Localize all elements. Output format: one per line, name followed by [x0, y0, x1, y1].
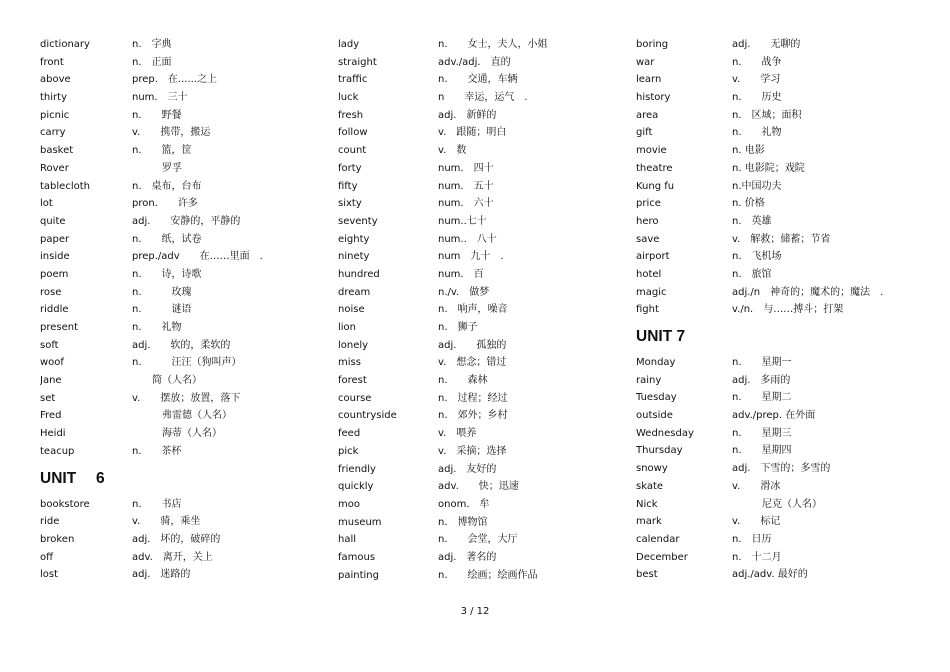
vocab-meaning: adj. 无聊的 [732, 39, 801, 50]
vocab-word: moo [338, 498, 360, 510]
vocab-word: front [40, 56, 64, 68]
vocab-meaning: n. 星期四 [732, 445, 792, 457]
vocab-entry [338, 142, 618, 160]
vocab-entry [338, 337, 618, 355]
vocab-entry [636, 195, 916, 213]
vocab-word: Rover [40, 162, 69, 174]
vocab-column-3 [636, 36, 916, 584]
vocab-meaning: n. 茶杯 [132, 445, 182, 457]
vocab-entry [40, 496, 320, 514]
vocab-meaning: n. 英雄 [732, 215, 772, 227]
vocab-entry [338, 443, 618, 461]
vocab-meaning: n. 纸，试卷 [132, 233, 202, 245]
vocab-meaning: 弗雷德（人名） [132, 410, 232, 422]
vocab-entry [40, 284, 320, 302]
vocab-entry [636, 160, 916, 178]
vocab-meaning: num 九十 . [438, 251, 504, 263]
vocab-entry [338, 319, 618, 337]
vocab-word: riddle [40, 304, 69, 316]
vocab-entry [40, 248, 320, 266]
vocab-word: quickly [338, 481, 374, 493]
vocab-meaning: n. 博物馆 [438, 516, 488, 528]
vocab-meaning: n 幸运，运气 . [438, 92, 528, 104]
vocab-meaning: v./n. 与……搏斗；打架 [732, 304, 844, 316]
vocab-entry [338, 71, 618, 89]
vocab-entry [636, 178, 916, 196]
vocab-meaning: n. 郊外；乡村 [438, 410, 508, 422]
vocab-meaning: v. 携带，搬运 [132, 127, 211, 139]
vocab-entry [338, 284, 618, 302]
vocab-meaning: n. 日历 [732, 533, 772, 545]
vocab-entry [636, 284, 916, 302]
vocab-meaning: num. 四十 [438, 162, 494, 174]
vocab-column-1 [40, 36, 320, 584]
vocab-word: Thursday [636, 445, 683, 457]
vocab-entry [338, 195, 618, 213]
vocab-word: lonely [338, 339, 369, 351]
vocab-word: soft [40, 339, 59, 351]
vocab-word: learn [636, 74, 662, 86]
vocab-entry [636, 248, 916, 266]
vocab-meaning: adj. 新鲜的 [438, 109, 497, 121]
vocab-word: painting [338, 569, 379, 581]
vocab-word: rose [40, 286, 62, 298]
vocab-meaning: 尼克（人名） [732, 498, 822, 510]
vocab-word: count [338, 145, 367, 157]
vocab-word: friendly [338, 463, 376, 475]
vocab-meaning: num. 五十 [438, 180, 494, 192]
vocab-meaning: n. 电影院；戏院 [732, 162, 805, 174]
vocab-word: sixty [338, 198, 362, 210]
vocab-word: Kung fu [636, 180, 675, 192]
vocab-word: tablecloth [40, 180, 90, 192]
vocab-meaning: v. 喂养 [438, 428, 477, 440]
vocab-word: ninety [338, 251, 370, 263]
vocab-entry [636, 496, 916, 514]
vocab-meaning: n. 星期二 [732, 392, 792, 404]
vocab-entry [338, 514, 618, 532]
vocab-meaning: num.. 八十 [438, 233, 497, 245]
vocab-meaning: adj./adv. 最好的 [732, 569, 808, 581]
vocab-word: hotel [636, 268, 662, 280]
vocab-meaning: n.中国功夫 [732, 180, 782, 192]
vocab-entry [40, 142, 320, 160]
vocab-word: price [636, 198, 661, 210]
vocab-entry [40, 231, 320, 249]
vocab-word: theatre [636, 162, 673, 174]
vocab-meaning: adv. 离开，关上 [132, 551, 213, 563]
vocab-entry [338, 425, 618, 443]
vocab-meaning: adj. 友好的 [438, 463, 497, 475]
vocab-meaning: adj. 下雪的；多雪的 [732, 463, 831, 475]
vocab-word: skate [636, 480, 664, 492]
vocab-word: follow [338, 127, 368, 139]
vocab-meaning: prep./adv 在……里面 . [132, 251, 263, 263]
vocab-meaning: num. 百 [438, 268, 484, 280]
vocab-word: movie [636, 145, 667, 157]
vocab-word: seventy [338, 215, 378, 227]
vocab-word: paper [40, 233, 70, 245]
vocab-word: forty [338, 162, 362, 174]
vocab-meaning: n. 十二月 [732, 551, 782, 563]
vocab-entry [338, 54, 618, 72]
vocab-meaning: adj./n 神奇的；魔术的；魔法 . [732, 286, 884, 298]
vocab-word: woof [40, 357, 64, 369]
vocab-word: pick [338, 445, 359, 457]
vocab-meaning: n. 会堂，大厅 [438, 534, 518, 546]
vocab-word: famous [338, 551, 376, 563]
vocab-meaning: v. 采摘；选择 [438, 445, 507, 457]
unit-heading: UNIT 6 [40, 469, 105, 487]
vocab-meaning: n. 篮，筐 [132, 145, 192, 157]
vocab-entry [338, 478, 618, 496]
vocab-word: Monday [636, 357, 676, 368]
vocab-meaning: n. 星期三 [732, 427, 792, 439]
vocab-meaning: adj. 多雨的 [732, 374, 791, 386]
vocab-entry [636, 213, 916, 231]
vocab-word: Jane [40, 375, 62, 387]
vocab-word: off [40, 551, 54, 563]
vocab-entry [40, 195, 320, 213]
vocab-word: countryside [338, 410, 397, 422]
vocab-entry [338, 160, 618, 178]
vocab-meaning: prep. 在......之上 [132, 74, 217, 86]
vocab-entry [636, 124, 916, 142]
vocab-meaning: adj. 软的，柔软的 [132, 339, 231, 351]
vocab-word: snowy [636, 463, 668, 475]
vocab-meaning: adj. 迷路的 [132, 569, 191, 581]
vocab-entry [40, 549, 320, 567]
vocab-meaning: adj. 著名的 [438, 551, 497, 563]
vocab-meaning: adv./adj. 直的 [438, 56, 511, 68]
vocab-meaning: n. 区域；面积 [732, 109, 802, 121]
vocab-word: Wednesday [636, 427, 694, 439]
vocab-word: hundred [338, 268, 380, 280]
vocab-meaning: v. 滑冰 [732, 480, 781, 492]
vocab-entry [338, 178, 618, 196]
vocab-entry [40, 71, 320, 89]
vocab-entry [636, 142, 916, 160]
vocab-word: noise [338, 304, 365, 316]
vocab-entry [636, 460, 916, 478]
vocab-word: hall [338, 534, 357, 546]
vocab-meaning: n. 字典 [132, 39, 172, 50]
vocab-meaning: n. 野餐 [132, 109, 182, 121]
vocab-entry [636, 372, 916, 390]
vocab-entry [338, 213, 618, 231]
vocab-entry [40, 513, 320, 531]
vocab-meaning: num..七十 [438, 215, 487, 227]
vocab-column-2 [338, 36, 618, 584]
vocab-word: forest [338, 375, 367, 387]
vocab-entry [40, 425, 320, 443]
vocab-word: outside [636, 410, 673, 422]
vocab-meaning: n. 汪汪（狗叫声） [132, 357, 242, 369]
vocab-entry [338, 124, 618, 142]
vocab-word: calendar [636, 533, 680, 545]
vocab-entry [40, 160, 320, 178]
vocab-meaning: 罗孚 [132, 162, 182, 174]
vocab-word: Heidi [40, 428, 66, 440]
vocab-entry [40, 390, 320, 408]
vocab-entry [636, 266, 916, 284]
page-number: 3 / 12 [460, 606, 490, 617]
vocab-entry [40, 213, 320, 231]
vocab-entry [40, 36, 320, 54]
vocab-meaning: adv. 快；迅速 [438, 481, 519, 493]
vocab-meaning: n. 谜语 [132, 304, 192, 316]
vocab-meaning: n. 森林 [438, 375, 488, 387]
vocab-word: basket [40, 145, 74, 157]
vocab-word: above [40, 74, 71, 86]
vocab-word: war [636, 56, 655, 68]
vocab-word: save [636, 233, 660, 245]
vocab-entry [338, 354, 618, 372]
vocab-meaning: adj. 孤独的 [438, 339, 507, 351]
vocab-word: museum [338, 516, 382, 528]
vocab-meaning: pron. 许多 [132, 198, 198, 210]
vocab-entry [338, 549, 618, 567]
vocab-meaning: 海蒂（人名） [132, 428, 222, 440]
vocab-entry [636, 549, 916, 567]
vocab-entry [338, 407, 618, 425]
vocab-word: fresh [338, 109, 364, 121]
vocab-entry [338, 231, 618, 249]
vocab-entry [636, 478, 916, 496]
vocab-word: fight [636, 304, 659, 316]
vocab-word: rainy [636, 374, 662, 386]
vocab-meaning: onom. 牟 [438, 498, 490, 510]
vocab-word: poem [40, 268, 69, 280]
vocab-meaning: v. 数 [438, 145, 467, 157]
vocab-entry [40, 407, 320, 425]
vocab-meaning: n. 战争 [732, 56, 782, 68]
vocab-meaning: adj. 安静的，平静的 [132, 215, 241, 227]
vocab-entry [636, 566, 916, 584]
vocab-meaning: v. 跟随；明白 [438, 127, 507, 139]
vocab-meaning: adv./prep. 在外面 [732, 410, 816, 422]
vocab-entry [636, 407, 916, 425]
vocab-meaning: v. 想念；错过 [438, 357, 507, 369]
vocab-word: bookstore [40, 498, 90, 510]
vocab-entry [40, 301, 320, 319]
vocab-meaning: n. 过程；经过 [438, 392, 508, 404]
vocab-entry [40, 89, 320, 107]
vocab-word: teacup [40, 445, 75, 457]
vocab-meaning: n. 桌布，台布 [132, 180, 202, 192]
vocab-meaning: n. 交通，车辆 [438, 74, 518, 86]
vocab-meaning: v. 骑，乘坐 [132, 516, 201, 528]
vocab-entry [636, 531, 916, 549]
vocab-meaning: num. 三十 [132, 92, 188, 104]
vocab-meaning: n. 星期一 [732, 357, 792, 368]
vocab-meaning: n. 玫瑰 [132, 286, 192, 298]
vocab-meaning: n. 正面 [132, 56, 172, 68]
vocab-word: feed [338, 428, 361, 440]
vocab-entry [40, 54, 320, 72]
vocab-meaning: n. 女士，夫人，小姐 [438, 39, 548, 50]
vocab-word: hero [636, 215, 659, 227]
vocab-word: lot [40, 198, 53, 210]
vocab-entry [636, 71, 916, 89]
vocab-entry [40, 354, 320, 372]
vocab-word: Nick [636, 498, 658, 510]
vocab-entry [40, 531, 320, 549]
vocab-word: eighty [338, 233, 370, 245]
vocab-word: mark [636, 516, 662, 528]
vocab-word: dream [338, 286, 371, 298]
vocab-entry [40, 443, 320, 461]
vocab-word: present [40, 322, 79, 333]
vocab-meaning: n. 礼物 [132, 322, 182, 333]
vocab-word: miss [338, 357, 361, 369]
vocab-entry [636, 389, 916, 407]
vocab-word: dictionary [40, 39, 90, 50]
vocab-entry [338, 531, 618, 549]
vocab-entry [40, 178, 320, 196]
vocab-word: Fred [40, 410, 62, 422]
vocab-entry [338, 496, 618, 514]
vocab-word: broken [40, 533, 75, 545]
vocab-word: luck [338, 92, 359, 104]
vocab-meaning: n. 旅馆 [732, 268, 772, 280]
vocab-entry [636, 425, 916, 443]
vocab-entry [338, 107, 618, 125]
vocab-entry [40, 266, 320, 284]
vocab-word: straight [338, 56, 377, 68]
vocab-word: lady [338, 39, 360, 50]
vocab-word: magic [636, 286, 667, 298]
vocab-meaning: n. 价格 [732, 198, 765, 210]
vocab-word: Tuesday [636, 392, 677, 404]
vocab-entry [338, 89, 618, 107]
vocab-meaning: n. 电影 [732, 145, 765, 157]
vocab-entry [40, 107, 320, 125]
vocab-entry [338, 36, 618, 54]
vocab-meaning: num. 六十 [438, 198, 494, 210]
vocab-entry [338, 567, 618, 585]
vocab-entry [636, 301, 916, 319]
vocab-word: thirty [40, 92, 67, 104]
vocab-word: ride [40, 516, 60, 528]
vocab-word: boring [636, 39, 669, 50]
vocab-meaning: n. 书店 [132, 498, 182, 510]
vocab-entry [40, 372, 320, 390]
vocab-entry [40, 124, 320, 142]
vocab-meaning: adj. 坏的，破碎的 [132, 533, 221, 545]
vocab-word: quite [40, 215, 66, 227]
vocab-entry [338, 372, 618, 390]
vocab-entry [40, 566, 320, 584]
vocab-entry [338, 248, 618, 266]
vocab-entry [40, 337, 320, 355]
vocab-word: course [338, 392, 372, 404]
vocab-meaning: n. 狮子 [438, 322, 478, 333]
vocab-meaning: n. 礼物 [732, 127, 782, 139]
vocab-meaning: n. 响声，噪音 [438, 304, 508, 316]
vocab-word: area [636, 109, 659, 121]
vocab-meaning: v. 标记 [732, 516, 781, 528]
vocab-entry [636, 54, 916, 72]
unit-heading: UNIT 7 [636, 328, 686, 345]
vocab-meaning: v. 学习 [732, 74, 781, 86]
vocab-word: fifty [338, 180, 358, 192]
vocab-word: lion [338, 322, 357, 333]
vocab-word: airport [636, 251, 670, 263]
vocab-meaning: n./v. 做梦 [438, 286, 490, 298]
vocab-meaning: v. 摆放；放置，落下 [132, 392, 241, 404]
vocab-word: lost [40, 569, 59, 581]
vocab-meaning: n. 诗，诗歌 [132, 268, 202, 280]
vocab-entry [338, 301, 618, 319]
vocab-entry [338, 266, 618, 284]
vocab-entry [636, 354, 916, 372]
vocab-word: gift [636, 127, 653, 139]
vocab-entry [636, 89, 916, 107]
vocab-word: picnic [40, 109, 70, 121]
vocab-entry [636, 513, 916, 531]
vocab-meaning: n. 飞机场 [732, 251, 782, 263]
vocab-word: best [636, 569, 658, 581]
vocab-entry [338, 461, 618, 479]
vocab-entry [636, 231, 916, 249]
vocab-word: inside [40, 251, 70, 263]
vocab-meaning: n. 绘画；绘画作品 [438, 569, 538, 581]
vocab-entry [338, 390, 618, 408]
vocab-word: set [40, 392, 56, 404]
vocab-entry [636, 36, 916, 54]
vocab-meaning: 简（人名） [132, 375, 202, 387]
vocab-entry [636, 442, 916, 460]
vocab-meaning: n. 历史 [732, 92, 782, 104]
vocab-word: traffic [338, 74, 368, 86]
vocab-word: carry [40, 127, 66, 139]
vocab-word: December [636, 551, 688, 563]
vocab-word: history [636, 92, 671, 104]
vocab-entry [636, 107, 916, 125]
vocab-entry [40, 319, 320, 337]
vocab-meaning: v. 解救；储蓄；节省 [732, 233, 831, 245]
